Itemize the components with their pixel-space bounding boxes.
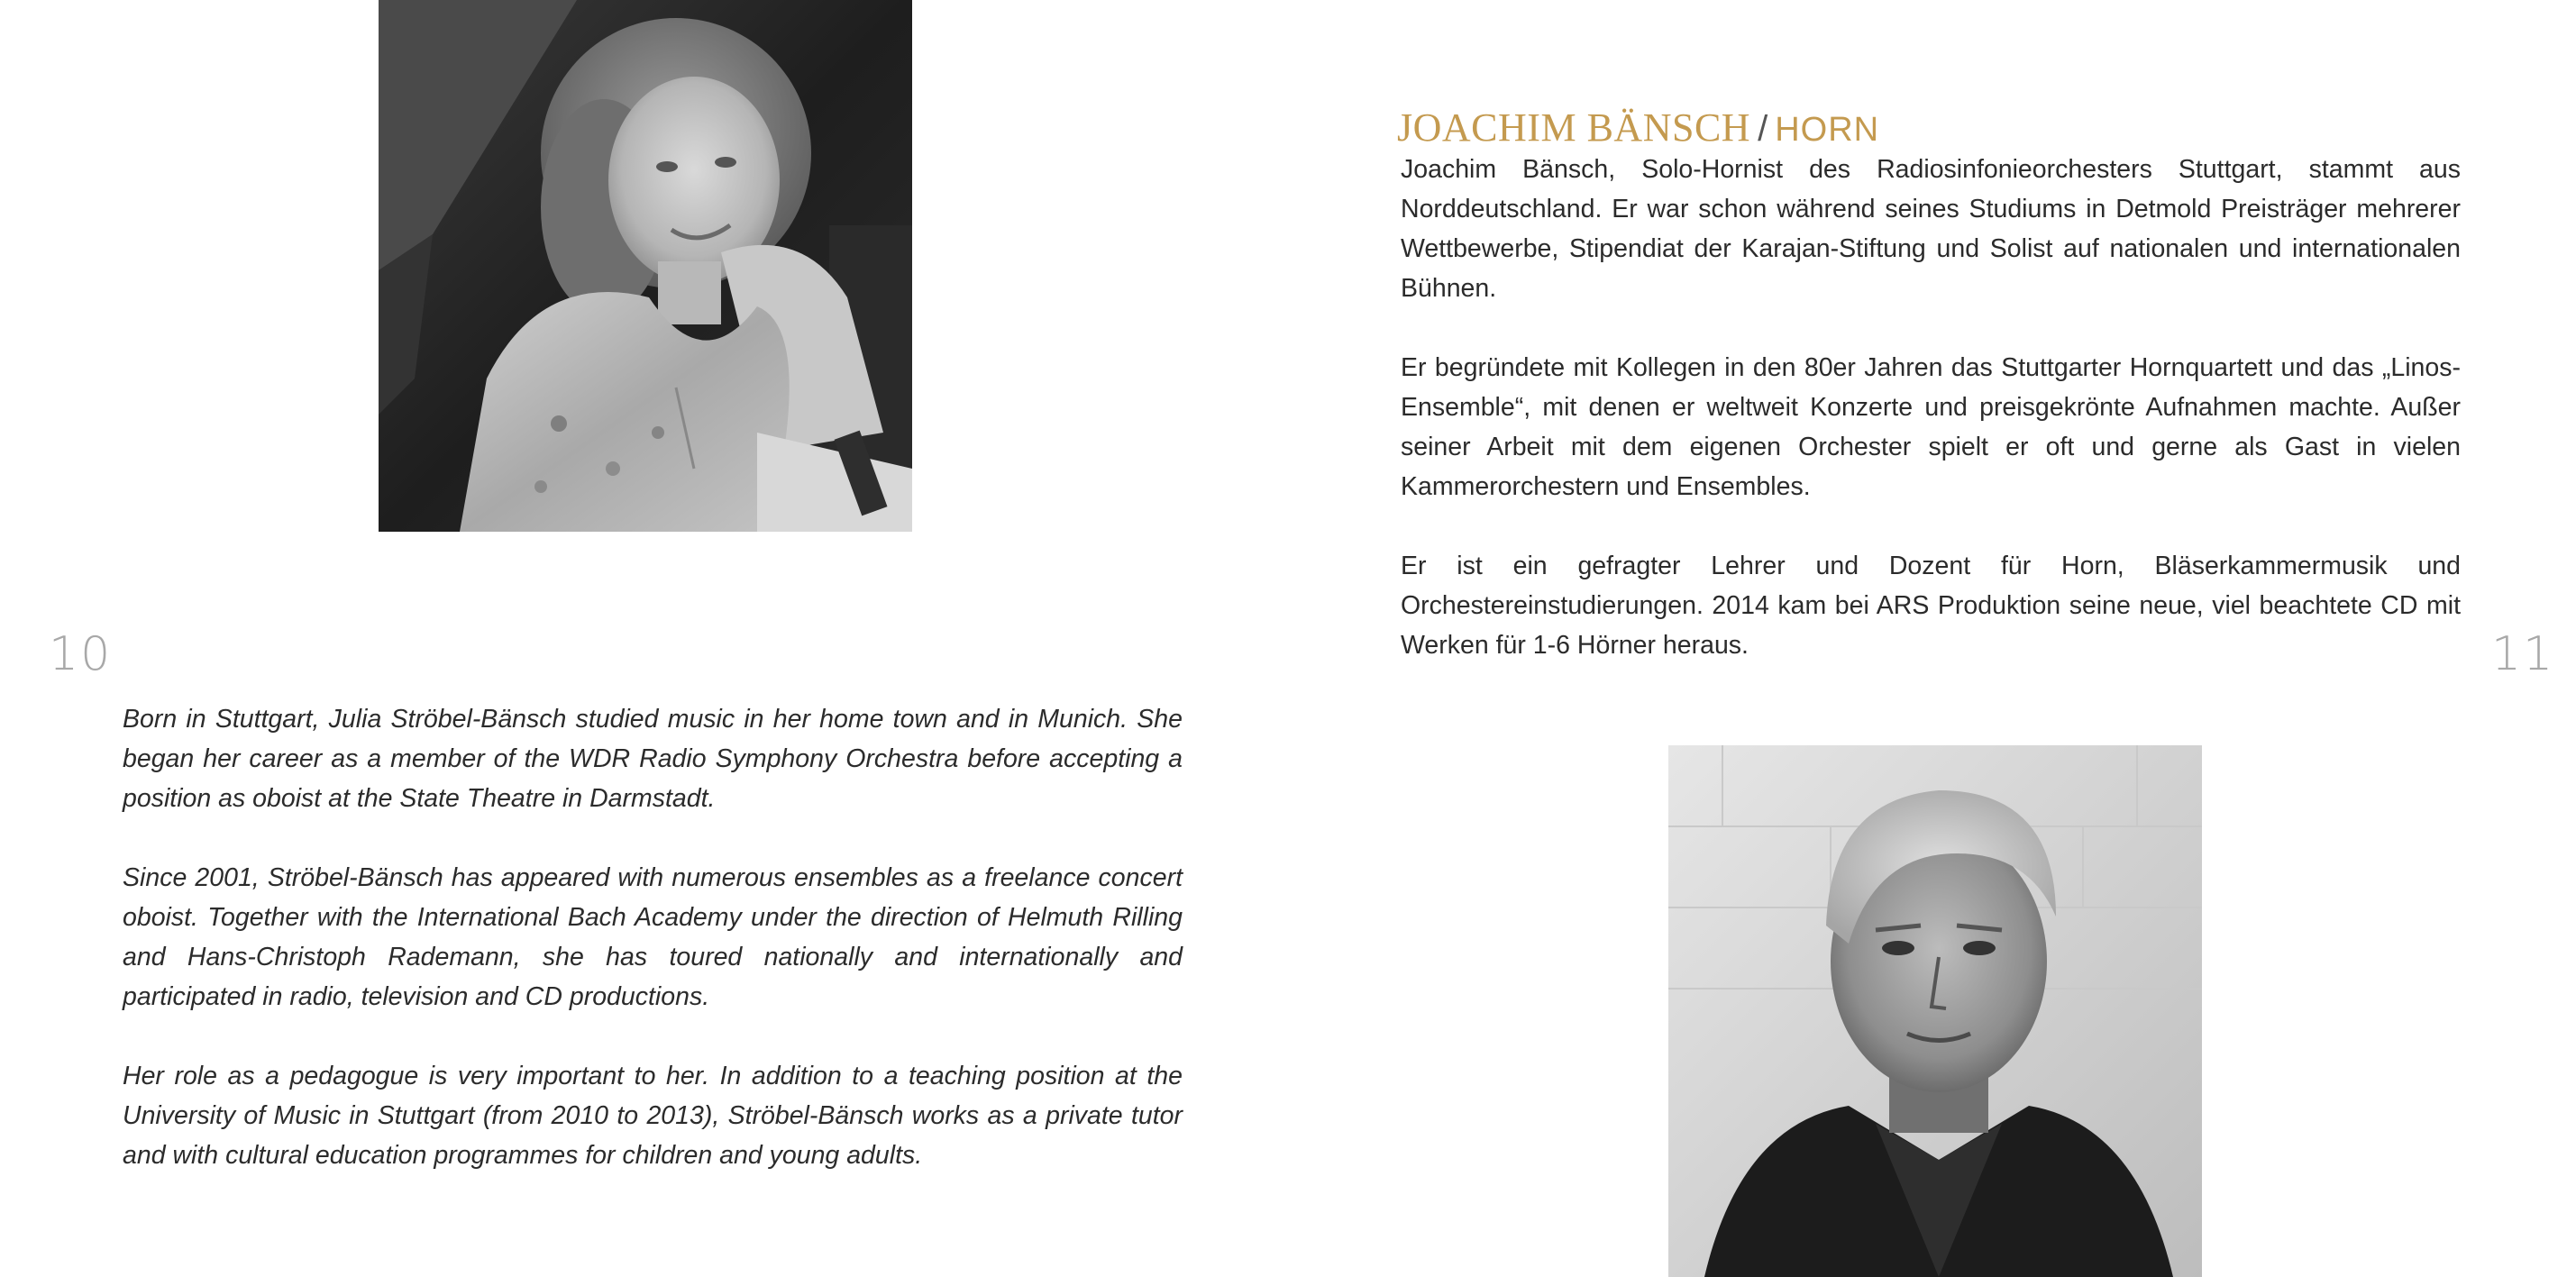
page-number-left: 10 (49, 627, 113, 681)
bio-joachim-baensch (1401, 150, 2461, 705)
bio-paragraph: Er begründete mit Kollegen in den 80er Jahren das Stuttgarter Hornquartett und das „Linos-Ensemble“, mit denen er weltweit Konzerte und preisgekrönte Aufnahmen machte. Außer seiner Arbeit mit dem eigenen Orchester spielt er oft und gerne als Gast in vielen Kammerorchestern und Ensembles. (1401, 353, 2461, 501)
portrait-photo-julia (379, 0, 912, 532)
bio-paragraph: Since 2001, Ströbel-Bänsch has appeared with numerous ensembles as a freelance concert oboist. Together with the International Bach Academy under the direction of Helmuth Rilling and Hans-Christoph Rademann, she has toured nationally and internationally and participated in radio, television and CD productions. (123, 863, 1183, 1011)
bio-paragraph: Joachim Bänsch, Solo-Hornist des Radiosinfonieorchesters Stuttgart, stammt aus Norddeutschland. Er war schon während seines Studiums in Detmold Preisträger mehrerer Wettbewerbe, Stipendiat der Karajan-Stiftung und Solist auf nationalen und internationalen Bühnen. (1401, 155, 2461, 303)
heading-separator: / (1758, 109, 1768, 149)
musician-instrument: HORN (1775, 111, 1880, 149)
bio-paragraph: Her role as a pedagogue is very important to her. In addition to a teaching position at the University of Music in Stuttgart (from 2010 to 2013), Ströbel-Bänsch works as a private tutor and with cultural education programmes for children and young adults. (123, 1062, 1183, 1170)
bio-julia-stroebel-baensch (123, 699, 1183, 1215)
bio-paragraph: Er ist ein gefragter Lehrer und Dozent für Horn, Bläserkammermusik und Orchestereinstudierungen. 2014 kam bei ARS Produktion seine neue, viel beachtete CD mit Werken für 1-6 Hörner heraus. (1401, 552, 2461, 660)
portrait-julia-image (379, 0, 912, 532)
bio-paragraph: Born in Stuttgart, Julia Ströbel-Bänsch studied music in her home town and in Munich. She began her career as a member of the WDR Radio Symphony Orchestra before accepting a position as oboist at the State Theatre in Darmstadt. (123, 705, 1183, 813)
portrait-photo-joachim (1668, 745, 2202, 1277)
page-number-right: 11 (2491, 627, 2555, 681)
musician-name: JOACHIM BÄNSCH (1397, 105, 1751, 150)
portrait-joachim-image (1668, 745, 2202, 1277)
